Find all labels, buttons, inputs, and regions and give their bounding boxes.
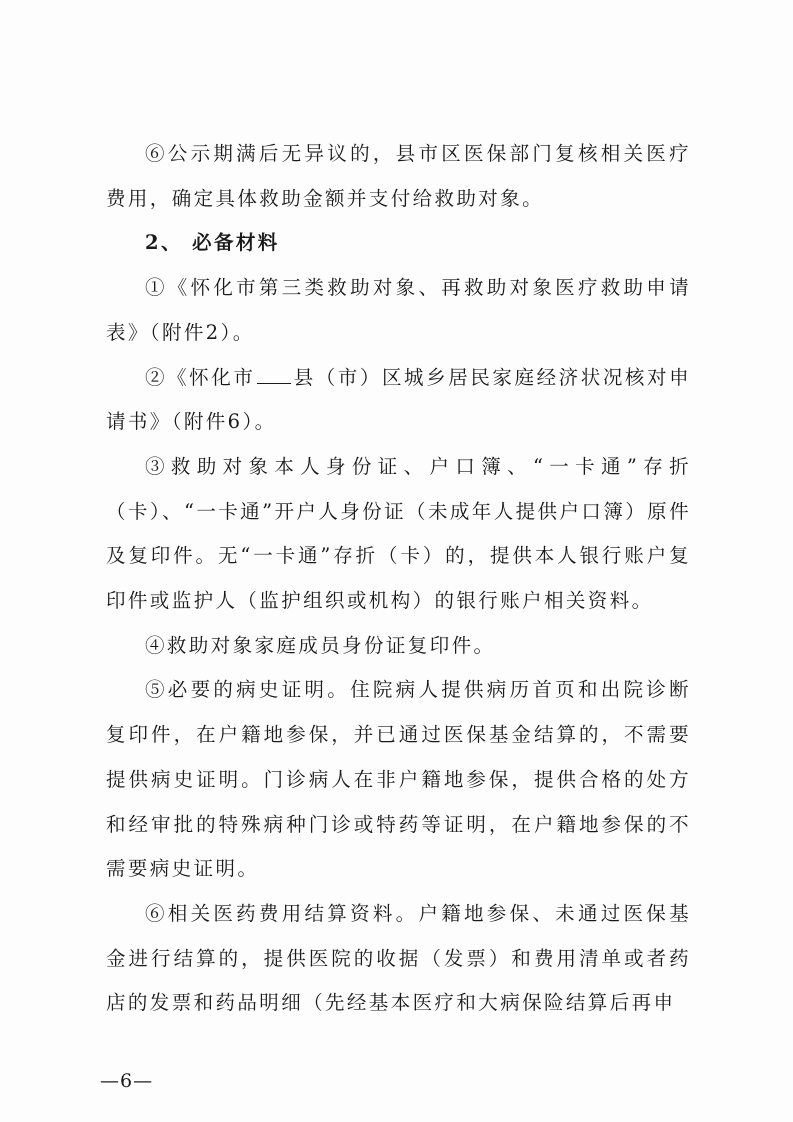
paragraph-material-6: ⑥相关医药费用结算资料。户籍地参保、未通过医保基金进行结算的，提供医院的收据（发票）和费用清单或者药店的发票和药品明细（先经基本医疗和大病保险结算后再申 [106, 901, 691, 1015]
paragraph-material-2 [106, 356, 691, 445]
paragraph-step-6-publicity: ⑥公示期满后无异议的，县市区医保部门复核相关医疗费用，确定具体救助金额并支付给救助对象。 [106, 142, 691, 210]
material-2-text-before: ②《怀化市 [145, 365, 256, 389]
paragraph-material-3: ③救助对象本人身份证、户口簿、“一卡通”存折（卡）、“一卡通”开户人身份证（未成年人提供户口簿）原件及复印件。无“一卡通”存折（卡）的，提供本人银行账户复印件或监护人（监护组织或机构）的银行账户相关资料。 [106, 454, 691, 613]
material-2-text-after: 县（市）区城乡居民家庭经济状况核对申请书》（附件6）。 [106, 365, 691, 434]
document-body [106, 132, 691, 1026]
paragraph-material-5: ⑤必要的病史证明。住院病人提供病历首页和出院诊断复印件，在户籍地参保，并已通过医保基金结算的，不需要提供病史证明。门诊病人在非户籍地参保，提供合格的处方和经审批的特殊病种门诊或特药等证明，在户籍地参保的不需要病史证明。 [106, 678, 691, 881]
paragraph-material-1: ①《怀化市第三类救助对象、再救助对象医疗救助申请表》（附件2）。 [106, 276, 691, 344]
section-heading-required-materials: 2、 必备材料 [145, 231, 280, 255]
page-number: —6— [100, 1070, 154, 1092]
fill-in-blank-line [257, 363, 291, 384]
paragraph-material-4: ④救助对象家庭成员身份证复印件。 [145, 633, 496, 657]
